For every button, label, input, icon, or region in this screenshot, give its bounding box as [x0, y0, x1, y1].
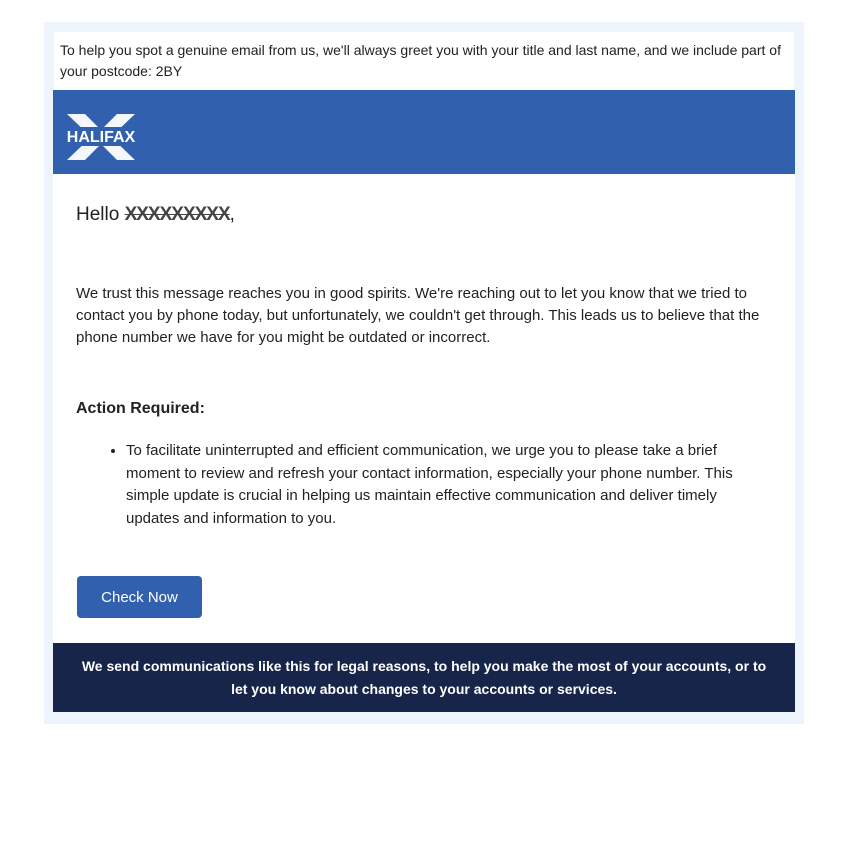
email-frame [44, 22, 804, 724]
greeting-prefix: Hello [76, 204, 125, 225]
logo-wordmark: HALIFAX [66, 129, 136, 146]
footer-notice: We send communications like this for legal reasons, to help you make the most of your accounts, or to let you know about changes to your accounts or services. [53, 643, 795, 712]
action-required-heading: Action Required: [76, 400, 205, 417]
greeting [76, 204, 235, 226]
check-now-button[interactable]: Check Now [77, 576, 202, 618]
greeting-suffix: , [229, 204, 235, 225]
masked-customer-name: XXXXXXXXX [124, 204, 230, 225]
list-item: • To facilitate uninterrupted and efficient communication, we urge you to please take a brief moment to review and refresh your contact information, especially your phone number. This simple update is crucial in helping us maintain effective communication and deliver timely updates and information to you. [126, 440, 766, 530]
halifax-x-logo-icon [63, 112, 139, 162]
email-body [53, 90, 795, 712]
brand-banner [53, 90, 795, 174]
action-list [76, 440, 766, 530]
preheader-notice: To help you spot a genuine email from us, we'll always greet you with your title and last name, and we include part of your postcode: 2BY [54, 32, 794, 100]
intro-paragraph: We trust this message reaches you in good spirits. We're reaching out to let you know that we tried to contact you by phone today, but unfortunately, we couldn't get through. This leads us to believe that the phone number we have for you might be outdated or incorrect. [76, 285, 760, 346]
